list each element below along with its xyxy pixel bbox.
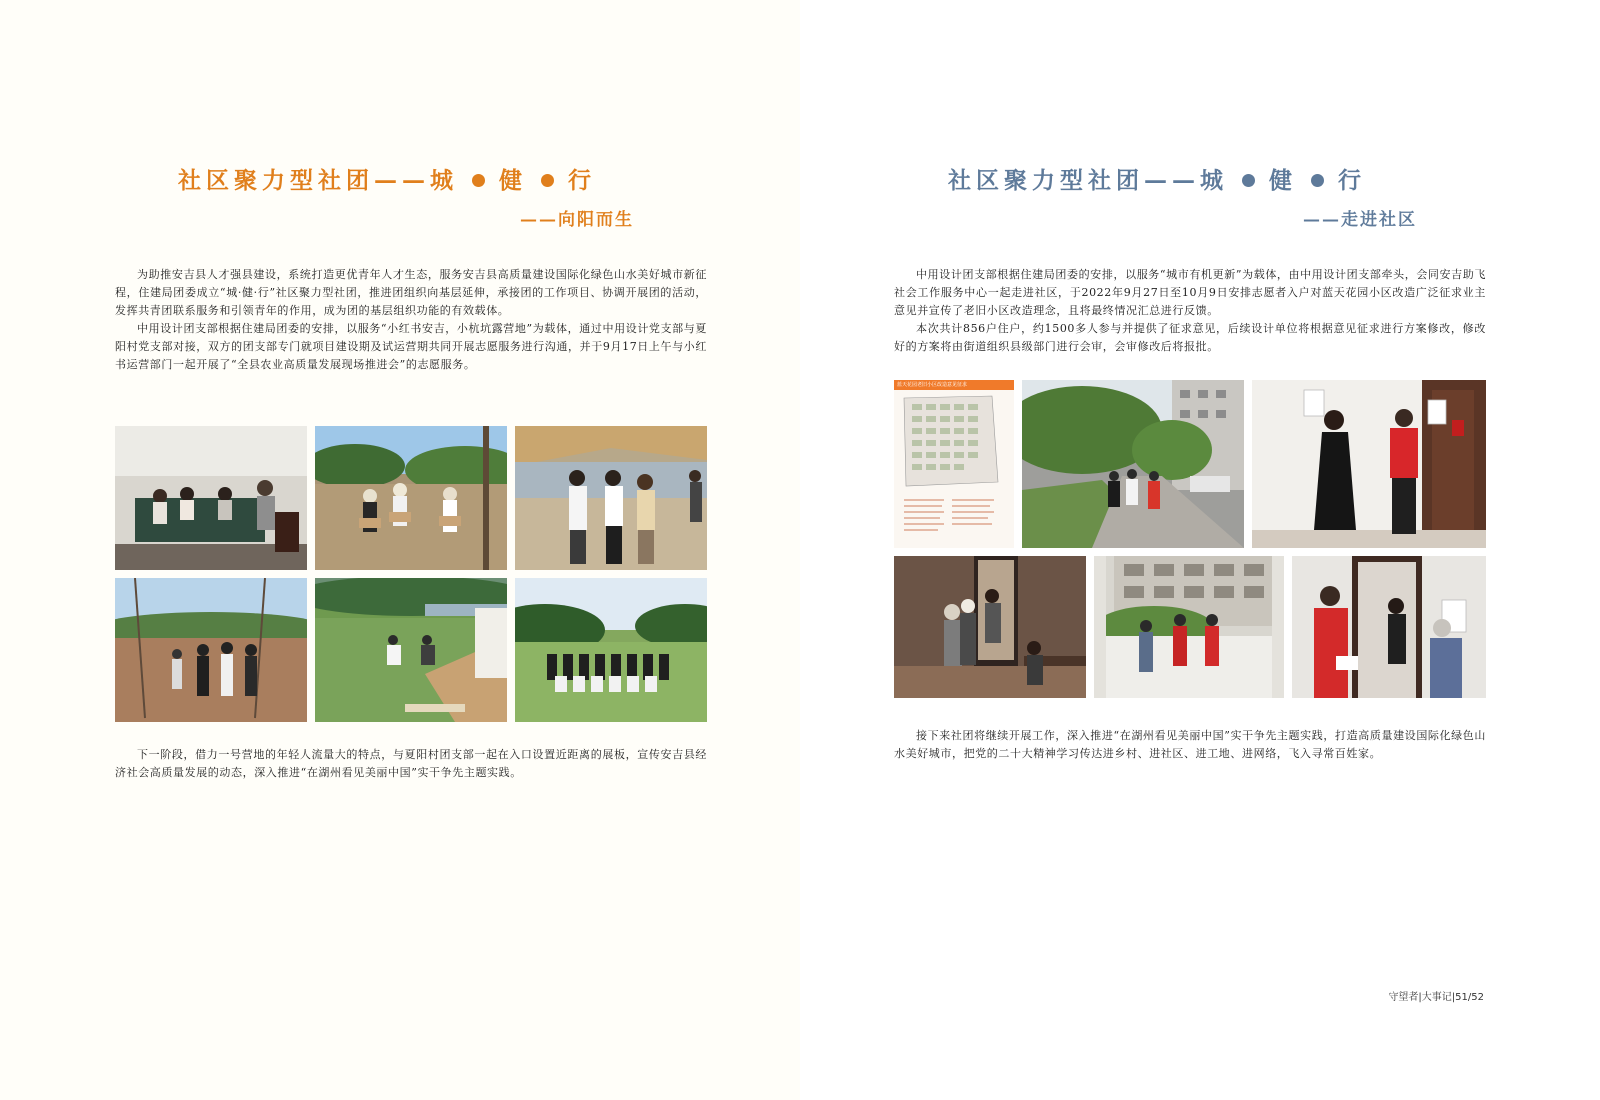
photo-camp-volunteers <box>315 426 507 570</box>
photo-meeting-room <box>115 426 307 570</box>
left-intro-text <box>115 266 707 374</box>
photo-balcony-visit <box>1094 556 1284 698</box>
photo-street-volunteers <box>1022 380 1244 548</box>
photo-lake-planting <box>315 578 507 722</box>
right-photo-grid <box>894 380 1486 702</box>
right-paragraph-2: 本次共计856户住户，约1500多人参与并提供了征求意见，后续设计单位将根据意见征求进行方案修改，修改好的方案将由街道组织县级部门进行会审，会审修改后将报批。 <box>894 322 1486 353</box>
right-title: 社区聚力型社团——城 健 行 <box>948 167 1366 194</box>
left-closing-text <box>115 746 707 782</box>
left-subtitle: ——向阳而生 <box>520 210 634 230</box>
right-closing-text <box>894 727 1486 763</box>
left-photo-grid <box>115 426 707 724</box>
photo-tent-discussion <box>515 426 707 570</box>
left-paragraph-2: 中用设计团支部根据住建局团委的安排，以服务“小红书安吉，小杭坑露营地”为载体，通过中用设计党支部与夏阳村党支部对接，双方的团支部专门就项目建设期及试运营期共同开展志愿服务进行沟通，并于9月17日上午与小红书运营部门一起开展了“全县农业高质量发展现场推进会”的志愿服务。 <box>115 322 707 371</box>
left-title: 社区聚力型社团——城 健 行 <box>178 167 596 194</box>
right-page <box>800 0 1600 1100</box>
title-dot <box>1242 174 1255 187</box>
photo-door-survey-1 <box>1252 380 1486 548</box>
left-paragraph-1: 为助推安吉县人才强县建设，系统打造更优青年人才生态，服务安吉县高质量建设国际化绿色山水美好城市新征程，住建局团委成立“城·健·行”社区聚力型社团，推进团组织向基层延伸，承接团的工作项目、协调开展团的活动，发挥共青团联系服务和引领青年的作用，成为团的基层组织功能的有效载体。 <box>115 268 707 317</box>
poster-header: 蓝天花园老旧小区改造意见征求 <box>894 380 1014 390</box>
photo-door-survey-2 <box>1292 556 1486 698</box>
right-paragraph-3: 接下来社团将继续开展工作，深入推进“在湖州看见美丽中国”实干争先主题实践，打造高质量建设国际化绿色山水美好城市，把党的二十大精神学习传达进乡村、进社区、进工地、进网络，飞入寻常百姓家。 <box>894 729 1486 760</box>
page-footer: 守望者|大事记|51/52 <box>1388 992 1484 1003</box>
right-subtitle: ——走进社区 <box>1303 210 1417 230</box>
right-intro-text <box>894 266 1486 356</box>
title-dot <box>541 174 554 187</box>
right-paragraph-1: 中用设计团支部根据住建局团委的安排，以服务“城市有机更新”为载体，由中用设计团支部牵头，会同安吉助飞社会工作服务中心一起走进社区，于2022年9月27日至10月9日安排志愿者入户对蓝天花园小区改造广泛征求业主意见并宣传了老旧小区改造理念，且将最终情况汇总进行反馈。 <box>894 268 1486 317</box>
title-dot <box>472 174 485 187</box>
photo-stairwell-visit <box>894 556 1086 698</box>
photo-site-plan-poster <box>894 380 1014 548</box>
title-dot <box>1311 174 1324 187</box>
photo-group-meadow <box>515 578 707 722</box>
photo-forest-walk <box>115 578 307 722</box>
left-paragraph-3: 下一阶段，借力一号营地的年轻人流量大的特点，与夏阳村团支部一起在入口设置近距离的展板，宣传安吉县经济社会高质量发展的动态，深入推进“在湖州看见美丽中国”实干争先主题实践。 <box>115 748 707 779</box>
